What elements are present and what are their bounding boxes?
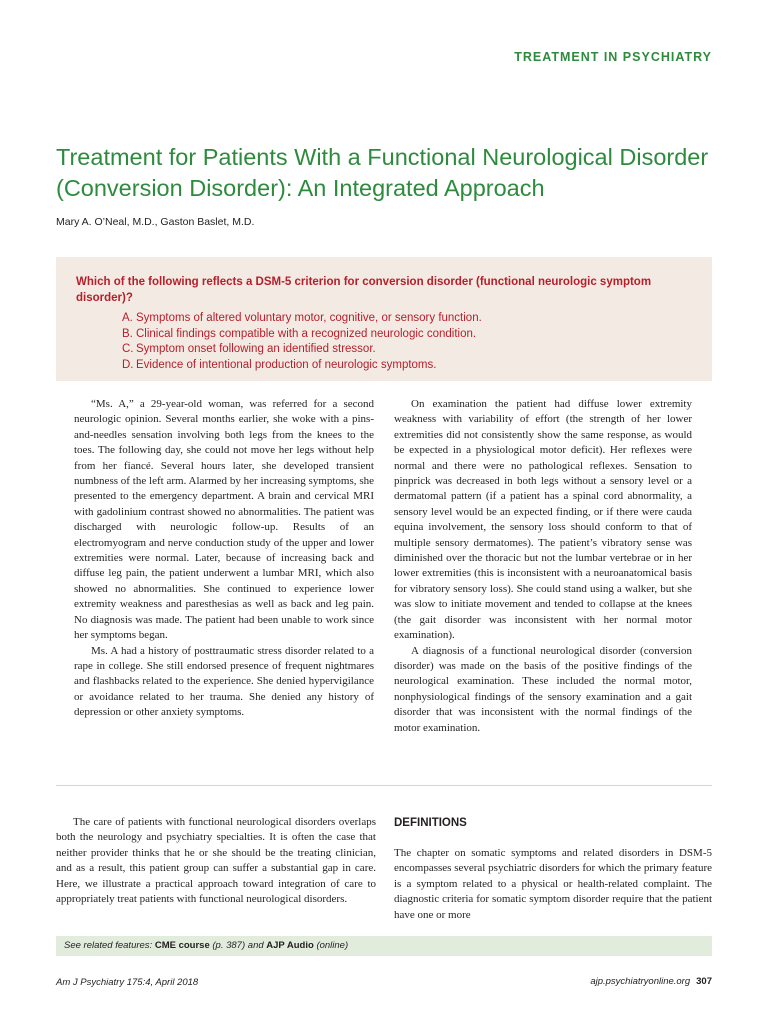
related-features-bar (56, 936, 712, 956)
case-paragraph: On examination the patient had diffuse lower extremity weakness with variability of effort (the strength of her lower extremities did not consistently show the same response, as would be expected in a physiological motor deficit). Her reflexes were normal and there were no pathological reflexes. Sensation to pinprick was decreased in both legs without a sensory level or a dermatomal pattern (if a patient has a spinal cord abnormality, a sensory level would be an expected finding, or if there were cauda equina involvement, the sensory loss should conform to that of multiple sensory dermatomes). The patient’s vibratory sense was diminished over the thoracic but not the lumbar vertebrae or in her lower extremities (this is inconsistent with a neuroanatomical basis for vibratory sensory loss). She could stand using a walker, but she was slow to initiate movement and tended to collapse at the knees (the gait disorder was inconsistent with her normal motor examination). (394, 398, 692, 642)
case-paragraph: A diagnosis of a functional neurological disorder (conversion disorder) was made on the basis of the positive findings of the neurological examination. These included the normal motor, nonphysiological findings of the sensory examination and a gait disorder that was inconsistent with the normal findings of the motor examination. (394, 644, 692, 734)
cme-course-link[interactable]: CME course (154, 940, 210, 951)
audio-note: (online) (316, 940, 349, 951)
intro-paragraph: The care of patients with functional neurological disorders overlaps both the neurology and psychiatry specialties. It is often the case that neither provider thinks that he or she should be the treating clinician, and as a result, this patient group can suffer a substantial gap in care. Here, we illustrate a practical approach toward integration of care to appropriately treat patients with functional neurological disorders. (56, 816, 376, 906)
quiz-options (122, 311, 482, 373)
quiz-option-text: Clinical findings compatible with a recognized neurologic condition. (136, 327, 477, 340)
quiz-option-c (122, 342, 482, 358)
footer-right (590, 976, 712, 987)
quiz-option-text: Symptoms of altered voluntary motor, cognitive, or sensory function. (136, 312, 482, 324)
page-number: 307 (696, 976, 712, 987)
ajp-audio-link[interactable]: AJP Audio (266, 940, 314, 951)
definitions-column (394, 846, 712, 923)
quiz-option-letter: B. (122, 327, 133, 340)
journal-citation: Am J Psychiatry 175:4, April 2018 (56, 977, 199, 988)
quiz-option-letter: D. (122, 358, 134, 371)
authors: Mary A. O’Neal, M.D., Gaston Baslet, M.D. (56, 216, 255, 228)
quiz-option-letter: A. (122, 312, 133, 324)
quiz-option-a (122, 311, 482, 327)
section-tag: TREATMENT IN PSYCHIATRY (514, 50, 712, 64)
quiz-option-text: Symptom onset following an identified stressor. (136, 343, 376, 356)
quiz-option-letter: C. (122, 343, 134, 356)
cme-page-ref: (p. 387) (212, 940, 246, 951)
quiz-question: Which of the following reflects a DSM-5 criterion for conversion disorder (functional neurologic symptom disorder)? (76, 276, 652, 304)
definitions-paragraph: The chapter on somatic symptoms and related disorders in DSM-5 encompasses several psychiatric disorders for which the primary feature is a symptom related to a physical or health-related complaint. The diagnostic criteria for somatic symptom disorder require that the patient have one or more (394, 847, 712, 921)
quiz-option-text: Evidence of intentional production of neurologic symptoms. (136, 358, 437, 371)
quiz-option-b (122, 327, 482, 343)
journal-site-link[interactable]: ajp.psychiatryonline.org (590, 976, 691, 987)
related-prefix: See related features: (64, 940, 153, 951)
case-column-left (74, 397, 374, 721)
related-features-text (64, 940, 348, 951)
case-paragraph: “Ms. A,” a 29-year-old woman, was referred for a second neurologic opinion. Several months earlier, she woke with a pins-and-needles sensation involving both legs from the knees to the toes. The following day, she could not move her legs without help from her fiancé. Several hours later, she developed transient numbness of the left arm. Alarmed by her increasing symptoms, she presented to the emergency department. A brain and cervical MRI with gadolinium contrast showed no abnormalities. The patient was discharged with neurologic follow-up. Results of an electromyogram and nerve conduction study of the upper and lower extremities were normal. Later, because of increasing back and diffuse leg pain, the patient underwent a lumbar MRI, which also showed no abnormalities. She continued to experience lower extremity weakness and paresthesias as well as back and leg pain. No diagnosis was made. The patient had been unable to work since her symptoms began. (74, 398, 374, 642)
intro-column (56, 815, 376, 907)
quiz-option-d (122, 358, 482, 374)
quiz-box (56, 257, 712, 381)
related-and: and (247, 940, 264, 951)
case-paragraph: Ms. A had a history of posttraumatic stress disorder related to a rape in college. She still endorsed presence of frequent nightmares and flashbacks related to the experience. She denied hypervigilance or avoidance related to her trauma. She denied any history of depression or other anxiety symptoms. (74, 644, 374, 719)
article-title: Treatment for Patients With a Functional Neurological Disorder (Conversion Disorder): An Integrated Approach (56, 144, 709, 201)
case-column-right (394, 397, 692, 736)
section-divider (56, 785, 712, 786)
definitions-heading: DEFINITIONS (394, 817, 467, 829)
